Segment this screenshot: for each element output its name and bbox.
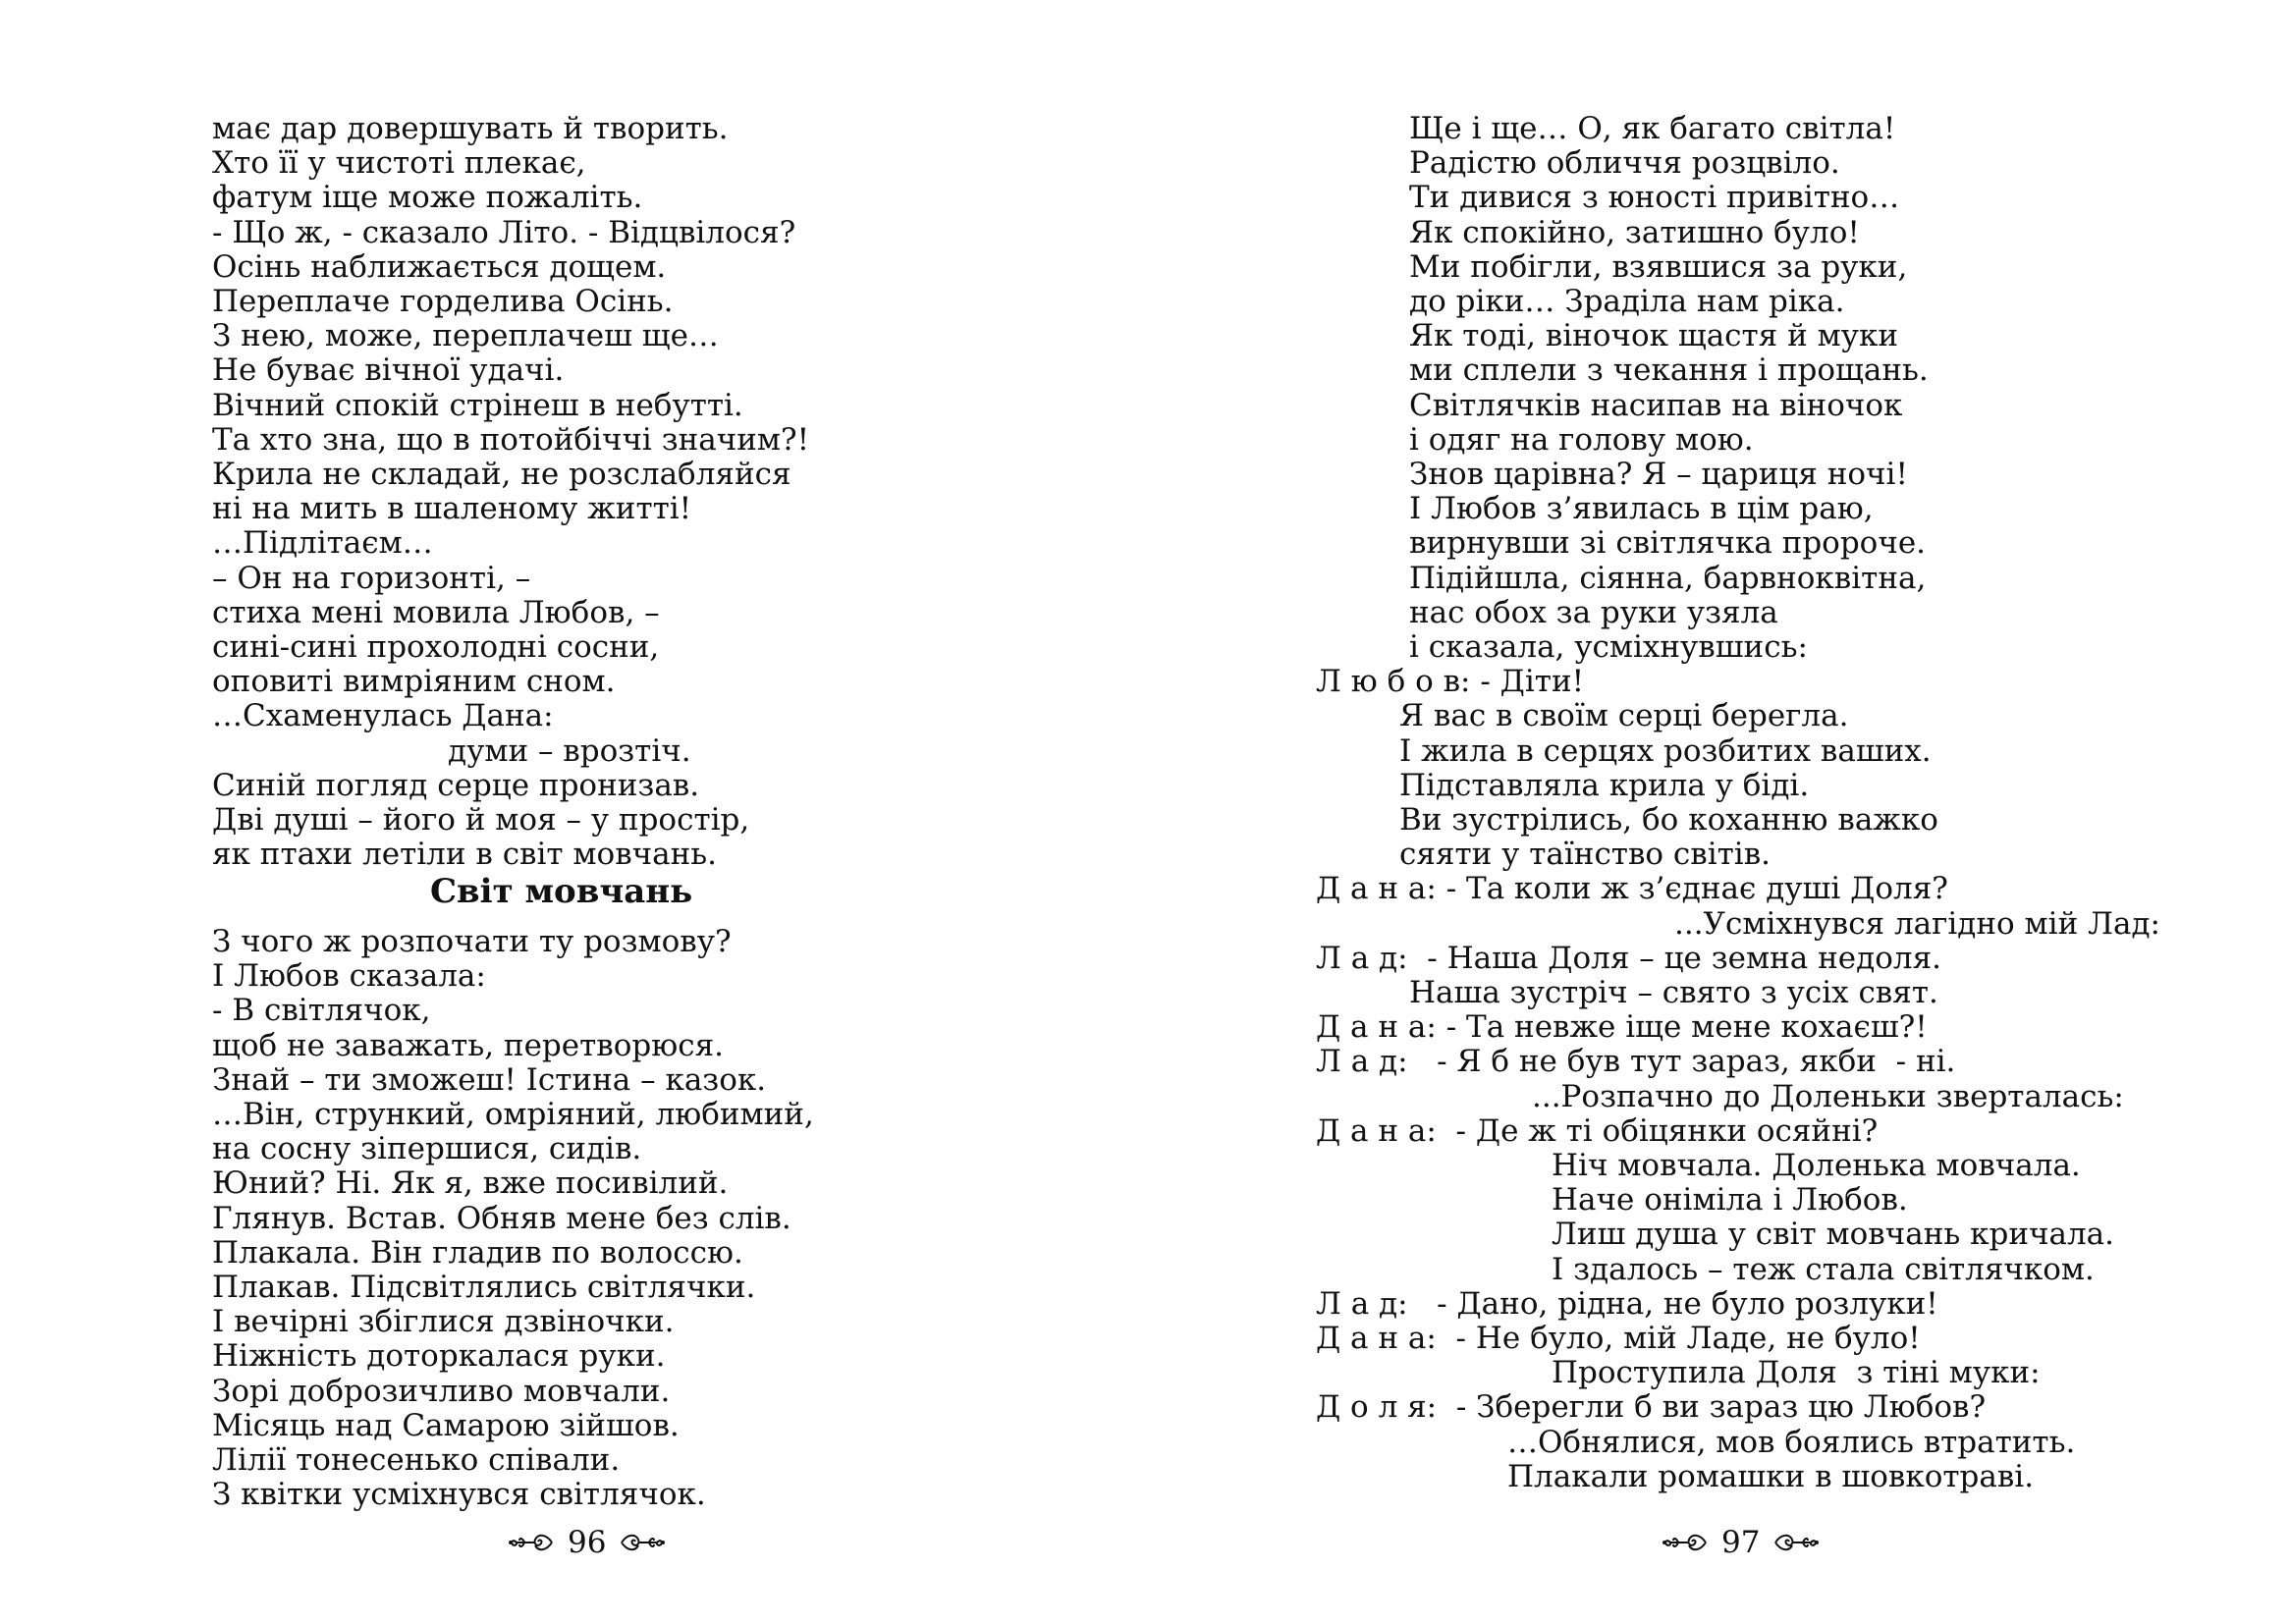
page-number-right: 97 <box>1721 1525 1761 1560</box>
poem-line: Юний? Ні. Як я, вже посивілий. <box>212 1165 729 1202</box>
poem-line: має дар довершувать й творить. <box>212 111 729 146</box>
poem-line: Плакав. Підсвітлялись світлячки. <box>212 1270 756 1305</box>
poem-line: Л а д: - Я б не був тут зараз, якби - ні. <box>1316 1044 1956 1080</box>
poem-line: І жила в серцях розбитих ваших. <box>1399 732 1932 769</box>
poem-line: Не буває вічної удачі. <box>212 352 565 389</box>
ornament-left-icon <box>1662 1530 1708 1555</box>
poem-line: Вічний спокій стрінеш в небутті. <box>212 387 743 423</box>
poem-line: сині-сині прохолодні сосни, <box>212 629 660 665</box>
poem-line: Радістю обличчя розцвіло. <box>1409 145 1840 182</box>
page-left <box>0 0 1144 1624</box>
poem-line: фатум іще може пожаліть. <box>212 180 643 216</box>
poem-line: Д а н а: - Та коли ж з’єднає душі Доля? <box>1316 871 1948 907</box>
poem-line: Проступила Доля з тіні муки: <box>1552 1355 2041 1391</box>
poem-line: і одяг на голову мою. <box>1409 421 1754 458</box>
poem-line: Осінь наближається дощем. <box>212 248 667 285</box>
page-footer-left <box>509 1525 665 1560</box>
page-right <box>1144 0 2289 1624</box>
poem-line: - В світлячок, <box>212 993 431 1029</box>
poem-line: Синій погляд серце пронизав. <box>212 767 700 803</box>
poem-line: Наче оніміла і Любов. <box>1552 1182 1908 1218</box>
poem-line: …Обнялися, мов боялись втратить. <box>1507 1424 2076 1460</box>
poem-line: на сосну зіпершися, сидів. <box>212 1131 642 1167</box>
poem-line: Л а д: - Наша Доля – це земна недоля. <box>1316 940 1941 976</box>
poem-line: Ніч мовчала. Доленька мовчала. <box>1552 1148 2081 1183</box>
ornament-left-icon <box>509 1530 554 1555</box>
poem-line: Та хто зна, що в потойбіччі значим?! <box>212 421 810 458</box>
poem-line: Ми побігли, взявшися за руки, <box>1409 248 1908 285</box>
poem-line: Ніжність доторкалася руки. <box>212 1338 666 1375</box>
poem-line: до ріки… Зраділа нам ріка. <box>1409 284 1845 319</box>
poem-line: Наша зустріч – свято з усіх свят. <box>1409 975 1938 1010</box>
poem-line: Я вас в своїм серці берегла. <box>1399 698 1849 734</box>
poem-line: ...Усміхнувся лагідно мій Лад: <box>1674 905 2160 942</box>
poem-line: З квітки усміхнувся світлячок. <box>212 1477 706 1513</box>
page-footer-right <box>1662 1525 1819 1560</box>
poem-line: І здалось – теж стала світлячком. <box>1552 1251 2095 1287</box>
poem-line: Глянув. Встав. Обняв мене без слів. <box>212 1200 791 1236</box>
poem-line: стиха мені мовила Любов, – <box>212 594 660 630</box>
poem-line: ні на мить в шаленому житті! <box>212 491 692 527</box>
poem-line: Крила не складай, не розслабляйся <box>212 457 791 492</box>
poem-line: як птахи летіли в світ мовчань. <box>212 837 718 873</box>
poem-line: І Любов сказала: <box>212 958 486 995</box>
poem-line: думи – врозтіч. <box>448 732 691 769</box>
poem-line: Л а д: - Дано, рідна, не було розлуки! <box>1316 1285 1938 1322</box>
ornament-right-icon <box>620 1530 665 1555</box>
poem-line: І вечірні збіглися дзвіночки. <box>212 1304 675 1340</box>
poem-line: Лілії тонесенько співали. <box>212 1442 621 1478</box>
poem-line: Знов царівна? Я – цариця ночі! <box>1409 457 1908 492</box>
poem-line: Зорі доброзичливо мовчали. <box>212 1373 671 1409</box>
poem-line: - Що ж, - сказало Літо. - Відцвілося? <box>212 214 796 250</box>
poem-line: Знай – ти зможеш! Істина – казок. <box>212 1061 767 1098</box>
poem-line: Підійшла, сіянна, барвноквітна, <box>1409 560 1927 596</box>
poem-line: Як тоді, віночок щастя й муки <box>1409 318 1898 354</box>
poem-line: Місяць над Самарою зійшов. <box>212 1407 680 1443</box>
poem-line: ми сплели з чекання і прощань. <box>1409 352 1929 389</box>
poem-line: щоб не заважать, перетворюся. <box>212 1027 724 1063</box>
poem-line: Д а н а: - Де ж ті обіцянки осяйні? <box>1316 1112 1879 1149</box>
poem-line: оповиті вимріяним сном. <box>212 664 616 700</box>
poem-line: Лиш душа у світ мовчань кричала. <box>1552 1217 2115 1253</box>
poem-line: сяяти у таїнство світів. <box>1399 837 1771 873</box>
poem-line: Підставляла крила у біді. <box>1399 767 1810 803</box>
poem-line: Д о л я: - Зберегли б ви зараз цю Любов? <box>1316 1389 1987 1426</box>
poem-line: …Підлітаєм… <box>212 525 433 562</box>
poem-line: Дві душі – його й моя – у простір, <box>212 802 750 838</box>
poem-line: Плакала. Він гладив по волоссю. <box>212 1234 743 1271</box>
poem-line: Переплаче горделива Осінь. <box>212 284 674 319</box>
poem-line: Як спокійно, затишно було! <box>1409 214 1860 250</box>
poem-line: нас обох за руки узяла <box>1409 594 1778 630</box>
poem-heading: Світ мовчань <box>430 872 693 911</box>
page-number-left: 96 <box>568 1525 607 1560</box>
poem-line: Ти дивися з юності привітно… <box>1409 180 1900 216</box>
poem-line: Ви зустрілись, бо коханню важко <box>1399 802 1938 838</box>
poem-line: Плакали ромашки в шовкотраві. <box>1507 1458 2035 1494</box>
poem-line: З нею, може, переплачеш ще… <box>212 318 719 354</box>
poem-line: вирнувши зі світлячка пророче. <box>1409 525 1927 562</box>
poem-line: Світлячків насипав на віночок <box>1409 387 1903 423</box>
poem-line: Д а н а: - Та невже іще мене кохаєш?! <box>1316 1009 1928 1046</box>
poem-line: Д а н а: - Не було, мій Ладе, не було! <box>1316 1321 1921 1356</box>
poem-line: Хто її у чистоті плекає, <box>212 145 586 182</box>
poem-line: ...Розпачно до Доленьки зверталась: <box>1532 1078 2124 1114</box>
poem-line: …Схаменулась Дана: <box>212 698 554 734</box>
poem-line: І Любов з’явилась в цім раю, <box>1409 491 1874 527</box>
poem-line: З чого ж розпочати ту розмову? <box>212 924 732 959</box>
poem-line: і сказала, усміхнувшись: <box>1409 629 1808 665</box>
poem-line: Л ю б о в: - Діти! <box>1316 664 1585 700</box>
poem-line: Ще і ще… О, як багато світла! <box>1409 111 1896 146</box>
ornament-right-icon <box>1773 1530 1819 1555</box>
poem-line: – Он на горизонті, – <box>212 560 531 596</box>
poem-line: …Він, стрункий, омріяний, любимий, <box>212 1097 814 1132</box>
